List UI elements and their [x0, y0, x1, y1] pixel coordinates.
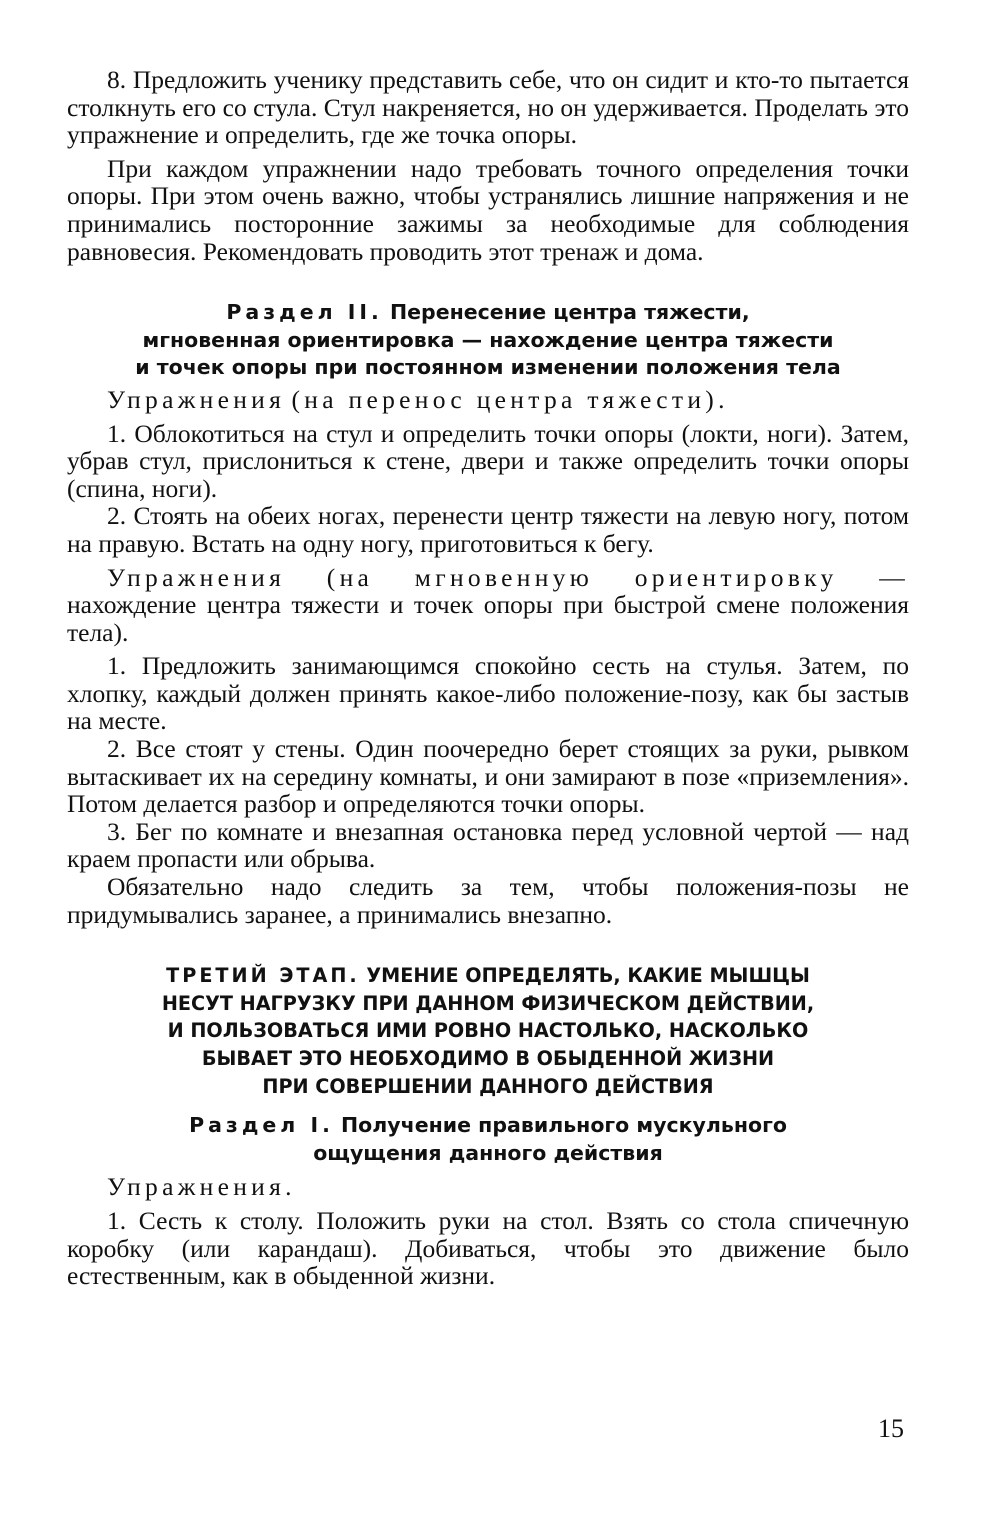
- text-column: [67, 66, 909, 1290]
- section-1-heading: [67, 1112, 909, 1167]
- stage-3-line5: ПРИ СОВЕРШЕНИИ ДАННОГО ДЕЙСТВИЯ: [262, 1074, 714, 1098]
- list-item: 1. Облокотиться на стул и определить точки опоры (локти, ноги). Затем, убрав стул, прислониться к стене, двери и также определить точки опоры (спина, ноги).: [67, 418, 909, 503]
- list-item: 1. Сесть к столу. Положить руки на стол. Взять со стола спичечную коробку (или карандаш). Добиваться, чтобы это движение было естественным, как в обыденной жизни.: [67, 1205, 909, 1291]
- stage-3-line2: НЕСУТ НАГРУЗКУ ПРИ ДАННОМ ФИЗИЧЕСКОМ ДЕЙСТВИИ,: [161, 991, 815, 1015]
- section-2-title-line3: и точек опоры при постоянном изменении положения тела: [135, 355, 841, 380]
- section-2-title-line1: Перенесение центра тяжести,: [389, 300, 750, 325]
- exercises-orientation-label-rest: нахождение центра тяжести и точек опоры при быстрой смене положения тела).: [67, 590, 909, 647]
- section-1-title-line1: Получение правильного мускульного: [341, 1113, 787, 1138]
- section-2-title-line2: мгновенная ориентировка — нахождение центра тяжести: [142, 327, 834, 352]
- exercise-8-paragraph: 8. Предложить ученику представить себе, что он сидит и кто-то пытается столкнуть его со стула. Стул накреняется, но он удерживается. Проделать это упражнение и определить, где же точка опоры.: [67, 65, 909, 150]
- exercises-transfer-label: Упражнения: [107, 384, 286, 414]
- orientation-note-paragraph: Обязательно надо следить за тем, чтобы положения-позы не придумывались заранее, а принимались внезапно.: [67, 872, 909, 929]
- exercises-transfer-label-line: [67, 386, 909, 414]
- training-note-paragraph: При каждом упражнении надо требовать точного определения точки опоры. При этом очень важно, чтобы устранялись лишние напряжения и не принимались посторонние зажимы за необходимые для соблюдения равновесия. Рекомендовать проводить этот тренаж и дома.: [67, 153, 909, 266]
- stage-3-line3: И ПОЛЬЗОВАТЬСЯ ИМИ РОВНО НАСТОЛЬКО, НАСКОЛЬКО: [167, 1019, 809, 1043]
- section-1-title-line2: ощущения данного действия: [313, 1140, 663, 1165]
- section-2-label: Раздел II.: [226, 300, 383, 325]
- stage-3-label: ТРЕТИЙ ЭТАП.: [166, 964, 360, 988]
- page-number: 15: [878, 1414, 904, 1443]
- exercises-final-label-line: [67, 1173, 909, 1201]
- exercises-orientation-label: Упражнения (на мгновенную ориентировку —: [107, 562, 909, 592]
- stage-3-heading: [67, 962, 909, 1100]
- list-item: 1. Предложить занимающимся спокойно сесть на стулья. Затем, по хлопку, каждый должен принять какое-либо положение-позу, как бы застыв на месте.: [67, 651, 909, 736]
- stage-3-line4: БЫВАЕТ ЭТО НЕОБХОДИМО В ОБЫДЕННОЙ ЖИЗНИ: [201, 1047, 775, 1070]
- exercises-final-label: Упражнения.: [107, 1172, 296, 1202]
- list-item: 3. Бег по комнате и внезапная остановка перед условной чертой — над краем пропасти или обрыва.: [67, 816, 909, 874]
- section-1-label: Раздел I.: [189, 1113, 334, 1138]
- stage-3-line1: УМЕНИЕ ОПРЕДЕЛЯТЬ, КАКИЕ МЫШЦЫ: [366, 964, 810, 988]
- list-item: 2. Все стоят у стены. Один поочередно берет стоящих за руки, рывком вытаскивает их на середину комнаты, и они замирают в позе «приземления». Потом делается разбор и определяются точки опоры.: [67, 734, 909, 819]
- section-2-heading: [67, 299, 909, 382]
- exercises-transfer-label-rest: (на перенос центра тяжести).: [291, 384, 729, 414]
- exercises-orientation-label-paragraph: [67, 564, 909, 647]
- list-item: 2. Стоять на обеих ногах, перенести центр тяжести на левую ногу, потом на правую. Встать на одну ногу, приготовиться к бегу.: [67, 501, 909, 558]
